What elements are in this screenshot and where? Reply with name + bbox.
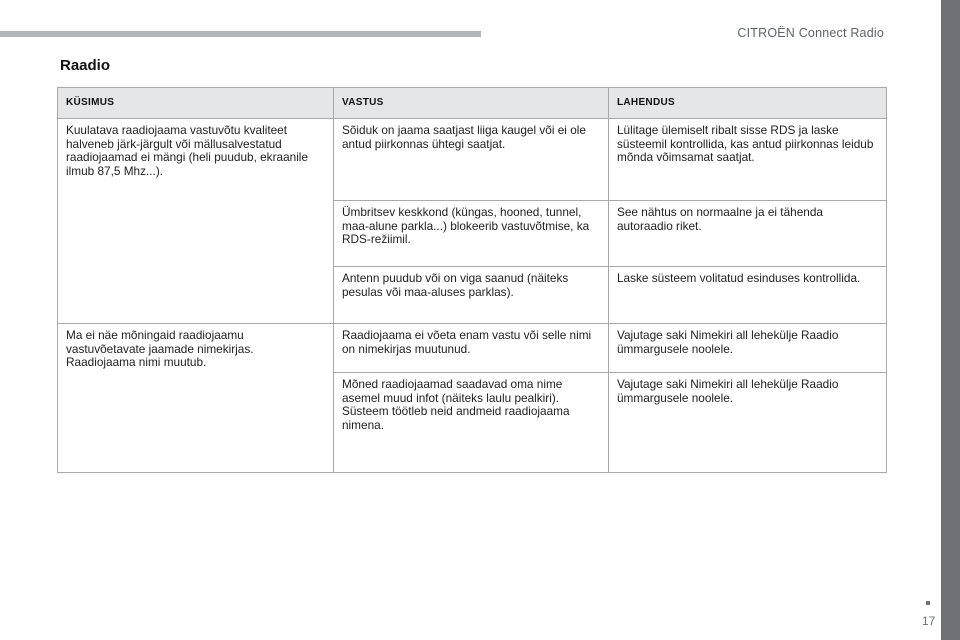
column-header-solution: LAHENDUS xyxy=(609,88,887,119)
header-rule xyxy=(0,31,481,37)
question-cell: Ma ei näe mõningaid raadiojaamu vastuvõetavate jaamade nimekirjas. Raadiojaama nimi muutub. xyxy=(58,324,334,473)
section-title: Raadio xyxy=(60,57,111,74)
solution-cell: See nähtus on normaalne ja ei tähenda autoraadio riket. xyxy=(609,201,887,267)
page-edge-band xyxy=(941,0,960,640)
solution-cell: Vajutage saki Nimekiri all lehekülje Raadio ümmargusele noolele. xyxy=(609,324,887,373)
solution-cell: Lülitage ülemiselt ribalt sisse RDS ja laske süsteemil kontrollida, kas antud piirkonnas leidub mõnda võimsamat saatjat. xyxy=(609,119,887,201)
question-cell: Kuulatava raadiojaama vastuvõtu kvaliteet halveneb järk-järgult või mällusalvestatud raadiojaamad ei mängi (heli puudub, ekraanile ilmub 87,5 Mhz...). xyxy=(58,119,334,324)
table-header-row xyxy=(58,88,887,119)
answer-cell: Sõiduk on jaama saatjast liiga kaugel või ei ole antud piirkonnas ühtegi saatjat. xyxy=(334,119,609,201)
answer-cell: Antenn puudub või on viga saanud (näiteks pesulas või maa-aluses parklas). xyxy=(334,267,609,324)
answer-cell: Raadiojaama ei võeta enam vastu või selle nimi on nimekirjas muutunud. xyxy=(334,324,609,373)
answer-cell: Mõned raadiojaamad saadavad oma nime asemel muud infot (näiteks laulu pealkiri). Süsteem töötleb neid andmeid raadiojaama nimena. xyxy=(334,373,609,473)
column-header-question: KÜSIMUS xyxy=(58,88,334,119)
troubleshooting-table xyxy=(57,87,887,473)
header-brand: CITROËN Connect Radio xyxy=(737,26,884,40)
solution-cell: Laske süsteem volitatud esinduses kontrollida. xyxy=(609,267,887,324)
column-header-answer: VASTUS xyxy=(334,88,609,119)
table-row xyxy=(58,324,887,373)
table-row xyxy=(58,119,887,201)
solution-cell: Vajutage saki Nimekiri all lehekülje Raadio ümmargusele noolele. xyxy=(609,373,887,473)
page-number: 17 xyxy=(922,614,936,628)
footer-marker-dot xyxy=(926,601,930,605)
answer-cell: Ümbritsev keskkond (küngas, hooned, tunnel, maa-alune parkla...) blokeerib vastuvõtmise, ka RDS-režiimil. xyxy=(334,201,609,267)
